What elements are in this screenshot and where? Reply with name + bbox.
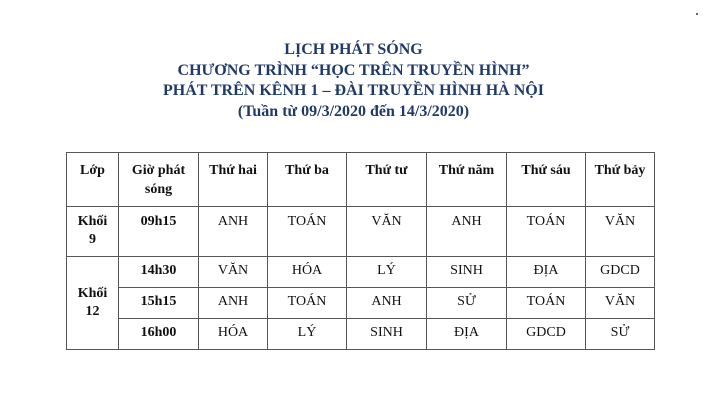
subject-cell: GDCD — [586, 257, 655, 288]
time-cell: 14h30 — [119, 257, 199, 288]
subject-cell: VĂN — [347, 207, 427, 257]
title-line-2: CHƯƠNG TRÌNH “HỌC TRÊN TRUYỀN HÌNH” — [177, 61, 530, 79]
header-thursday: Thứ năm — [427, 153, 507, 207]
title-date-range: (Tuần từ 09/3/2020 đến 14/3/2020) — [237, 102, 470, 120]
subject-cell: VĂN — [586, 288, 655, 319]
subject-cell: VĂN — [586, 207, 655, 257]
subject-cell: HÓA — [199, 319, 268, 350]
subject-cell: TOÁN — [507, 207, 586, 257]
subject-cell: LÝ — [347, 257, 427, 288]
time-cell: 16h00 — [119, 319, 199, 350]
class-cell: Khối 12 — [67, 257, 119, 350]
subject-cell: TOÁN — [268, 288, 347, 319]
subject-cell: ANH — [199, 288, 268, 319]
subject-cell: GDCD — [507, 319, 586, 350]
title-line-1: LỊCH PHÁT SÓNG — [284, 41, 423, 58]
table-row — [67, 288, 655, 319]
class-cell: Khối 9 — [67, 207, 119, 257]
table-header-row — [67, 153, 655, 207]
subject-cell: ANH — [347, 288, 427, 319]
subject-cell: ĐỊA — [427, 319, 507, 350]
corner-mark — [696, 13, 698, 15]
subject-cell: SỬ — [586, 319, 655, 350]
title-line-3: PHÁT TRÊN KÊNH 1 – ĐÀI TRUYỀN HÌNH HÀ NỘI — [163, 82, 544, 99]
document-title — [0, 40, 707, 122]
subject-cell: SINH — [347, 319, 427, 350]
subject-cell: ĐỊA — [507, 257, 586, 288]
subject-cell: SINH — [427, 257, 507, 288]
subject-cell: TOÁN — [507, 288, 586, 319]
header-monday: Thứ hai — [199, 153, 268, 207]
subject-cell: SỬ — [427, 288, 507, 319]
subject-cell: LÝ — [268, 319, 347, 350]
table-row — [67, 319, 655, 350]
time-cell: 09h15 — [119, 207, 199, 257]
header-airtime: Giờ phát sóng — [119, 153, 199, 207]
subject-cell: TOÁN — [268, 207, 347, 257]
header-class: Lớp — [67, 153, 119, 207]
subject-cell: VĂN — [199, 257, 268, 288]
subject-cell: HÓA — [268, 257, 347, 288]
broadcast-schedule-table — [66, 152, 655, 350]
header-friday: Thứ sáu — [507, 153, 586, 207]
subject-cell: ANH — [199, 207, 268, 257]
table-row — [67, 207, 655, 257]
time-cell: 15h15 — [119, 288, 199, 319]
subject-cell: ANH — [427, 207, 507, 257]
header-saturday: Thứ bảy — [586, 153, 655, 207]
header-wednesday: Thứ tư — [347, 153, 427, 207]
header-tuesday: Thứ ba — [268, 153, 347, 207]
table-row — [67, 257, 655, 288]
